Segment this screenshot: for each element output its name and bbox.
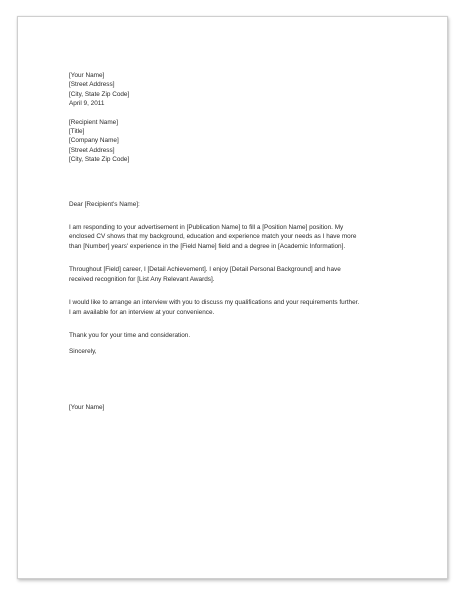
body-line: Throughout [Field] career, I [Detail Achievement]. I enjoy [Detail Personal Background] and have: [69, 266, 341, 274]
recipient-city-state-zip: [City, State Zip Code]: [69, 156, 130, 164]
body-line: I would like to arrange an interview with you to discuss my qualifications and your requirements further.: [69, 299, 360, 307]
recipient-street: [Street Address]: [69, 146, 115, 154]
salutation: Dear [Recipient's Name]:: [69, 200, 140, 208]
sender-name: [Your Name]: [69, 72, 105, 79]
body-line: enclosed CV shows that my background, education and experience match your needs as I have more: [69, 233, 357, 241]
letter-page: [17, 16, 448, 579]
recipient-block: [69, 118, 419, 165]
thanks-line: Thank you for your time and consideration.: [69, 331, 191, 339]
sender-street: [Street Address]: [69, 81, 115, 89]
letter-date: April 9, 2011: [69, 100, 105, 108]
body-line: received recognition for [List Any Relevant Awards].: [69, 275, 215, 283]
body-paragraph-1: [69, 223, 419, 251]
closing: Sincerely,: [69, 348, 97, 356]
body-paragraph-3: [69, 298, 419, 317]
body-paragraph-2: [69, 265, 419, 284]
letter-content: [69, 71, 419, 412]
sender-city-state-zip: [City, State Zip Code]: [69, 90, 130, 98]
body-line: I am available for an interview at your convenience.: [69, 308, 215, 316]
sender-block: [69, 71, 419, 109]
body-line: I am responding to your advertisement in [Publication Name] to fill a [Position Name] position. My: [69, 224, 344, 232]
signature-name: [Your Name]: [69, 403, 105, 411]
recipient-name: [Recipient Name]: [69, 118, 119, 126]
recipient-title: [Title]: [69, 128, 85, 136]
body-line: than [Number] years' experience in the [Field Name] field and a degree in [Academic Information].: [69, 242, 346, 250]
recipient-company: [Company Name]: [69, 137, 119, 145]
